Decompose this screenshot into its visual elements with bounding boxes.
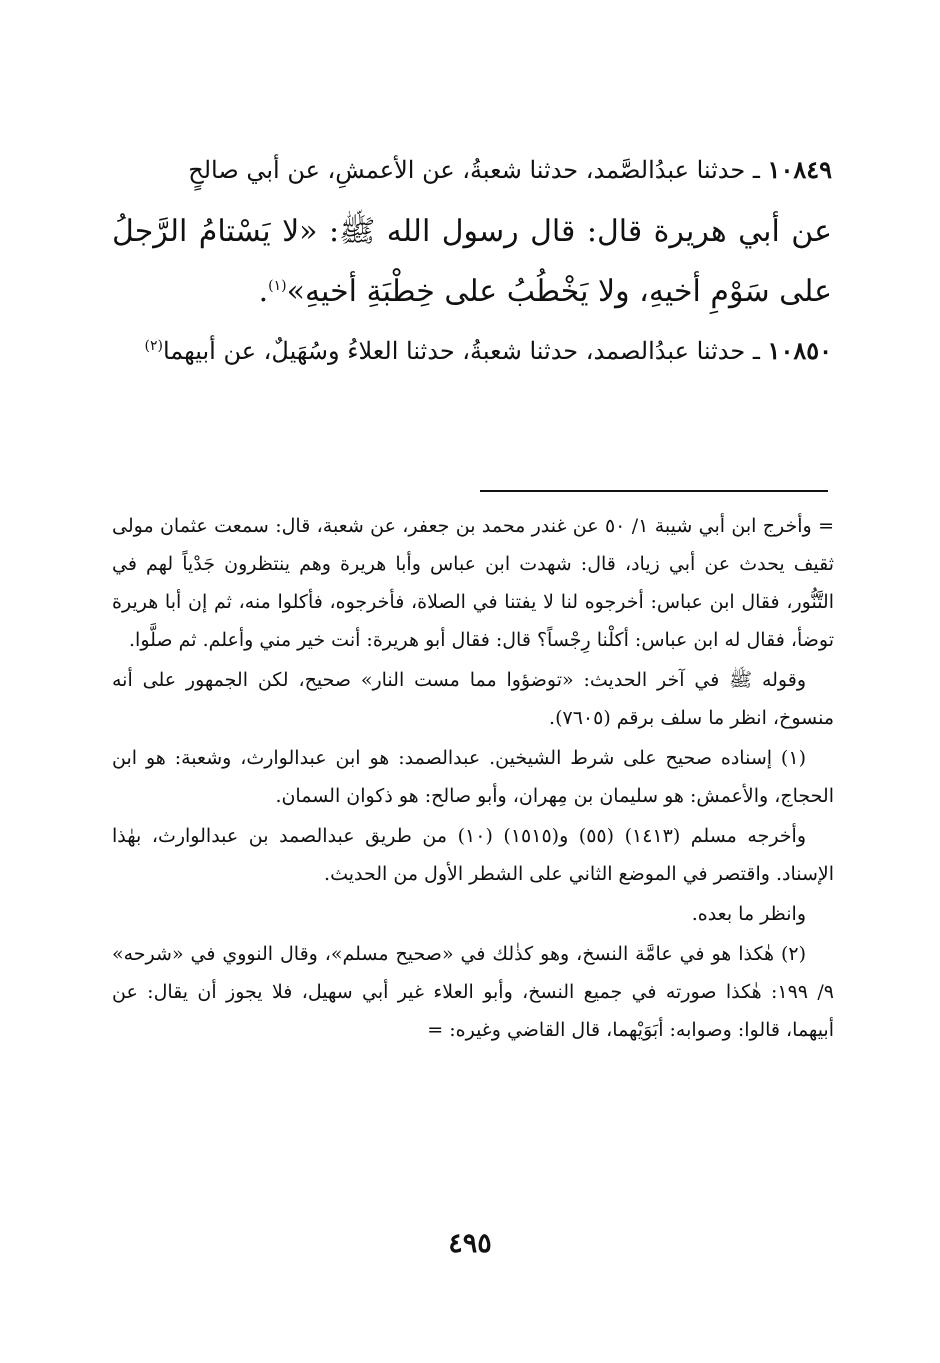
footnote-1-c: وانظر ما بعده. bbox=[691, 903, 806, 925]
footnote-1-b: وأخرجه مسلم (١٤١٣) (٥٥) و(١٥١٥) (١٠) من طريق عبدالصمد بن عبدالوارث، بهٰذا الإسناد. واقتصر في الموضع الثاني على الشطر الأول من الحديث. bbox=[112, 825, 834, 885]
footnote-reference: (٢) bbox=[144, 338, 163, 354]
hadith-text: عن أبي هريرة قال: قال رسول الله ﷺ: «لا يَسْتامُ الرَّجلُ على سَوْمِ أخيهِ، ولا يَخْطُبُ على خِطْبَةِ أخيهِ» bbox=[112, 214, 832, 309]
footnote-2: (٢) هٰكذا هو في عامَّة النسخ، وهو كذٰلك في «صحيح مسلم»، وقال النووي في «شرحه» ٩/ ١٩٩: هٰكذا صورته في جميع النسخ، وأبو العلاء غير أبي سهيل، فلا يجوز أن يقال: عن أبيهما، قالوا: وصوابه: أبَوَيْهما، قال القاضي وغيره: = bbox=[112, 943, 834, 1041]
hadith-number: ١٠٨٤٩ bbox=[767, 155, 832, 184]
hadith-chain: ـ حدثنا عبدُالصَّمد، حدثنا شعبةُ، عن الأعمشِ، عن أبي صالحٍ bbox=[188, 156, 760, 184]
hadith-10849-chain-paragraph bbox=[112, 146, 832, 194]
footnote-separator bbox=[480, 490, 828, 492]
hadith-10849-text-paragraph: عن أبي هريرة قال: قال رسول الله ﷺ: «لا يَسْتامُ الرَّجلُ على سَوْمِ أخيهِ، ولا يَخْطُبُ على خِطْبَةِ أخيهِ»$^{(١)}$. bbox=[112, 214, 832, 309]
page-number: ٤٩٥ bbox=[448, 1228, 492, 1259]
footnote-continuation-2: وقوله ﷺ في آخر الحديث: «توضؤوا مما مست النار» صحيح، لكن الجمهور على أنه منسوخ، انظر ما سلف برقم (٧٦٠٥). bbox=[112, 669, 834, 729]
main-text bbox=[112, 146, 832, 383]
footnote-1-a: (١) إسناده صحيح على شرط الشيخين. عبدالصمد: هو ابن عبدالوارث، وشعبة: هو ابن الحجاج، والأعمش: هو سليمان بن مِهران، وأبو صالح: هو ذكوان السمان. bbox=[112, 747, 834, 807]
footnote-reference: (١) bbox=[268, 278, 287, 294]
hadith-number: ١٠٨٥٠ bbox=[767, 336, 832, 365]
footnote-continuation: = وأخرج ابن أبي شيبة ١/ ٥٠ عن غندر محمد بن جعفر، عن شعبة، قال: سمعت عثمان مولى ثقيف يحدث عن أبي زياد، قال: شهدت ابن عباس وأبا هريرة وهم ينتظرون جَدْياً لهم في التَّنُّور، فقال ابن عباس: أخرجوه لنا لا يفتنا في الصلاة، فأخرجوه، فأكلوا منه، ثم إن أبا هريرة توضأ، فقال له ابن عباس: أكلْنا رِجْساً؟ قال: فقال أبو هريرة: أنت خير مني وأعلم. ثم صلَّوا. bbox=[112, 515, 834, 651]
hadith-10850-chain-paragraph bbox=[112, 327, 832, 375]
footnotes-section bbox=[112, 507, 834, 1051]
hadith-chain: ـ حدثنا عبدُالصمد، حدثنا شعبةُ، حدثنا العلاءُ وسُهَيلٌ، عن أبيهما bbox=[162, 337, 760, 365]
